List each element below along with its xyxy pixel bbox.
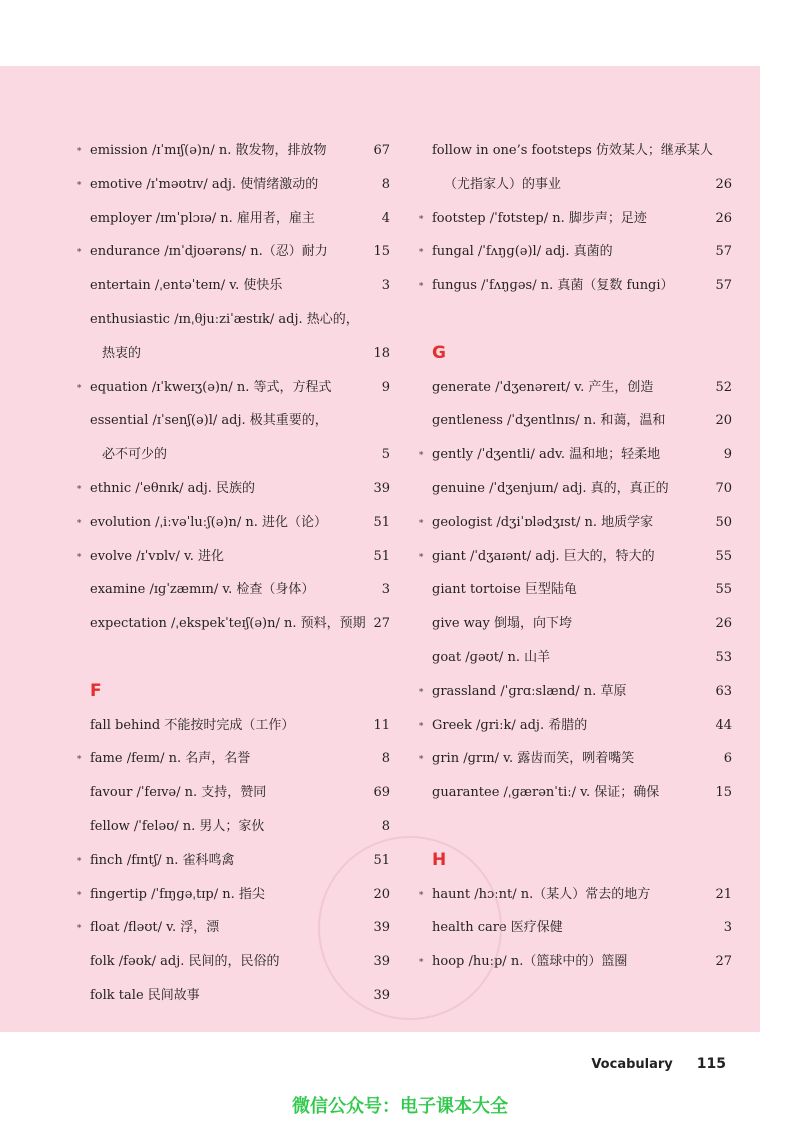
asterisk-icon: ∗ <box>75 922 83 933</box>
vocab-entry <box>414 540 732 574</box>
entry-page-number: 18 <box>373 345 390 361</box>
entry-page-number: 51 <box>373 514 390 530</box>
vocab-entry <box>72 269 390 303</box>
entry-page-number: 39 <box>373 987 390 1003</box>
page-number: 115 <box>696 1056 726 1072</box>
asterisk-icon: ∗ <box>75 145 83 155</box>
section-heading <box>72 641 390 709</box>
asterisk-icon: ∗ <box>417 685 425 696</box>
entry-page-number: 55 <box>715 582 732 598</box>
entry-page-number: 27 <box>373 616 390 632</box>
entry-page-number: 52 <box>715 379 732 395</box>
vocab-entry <box>414 573 732 607</box>
entry-page-number: 21 <box>715 886 732 902</box>
asterisk-icon: ∗ <box>417 246 425 257</box>
entry-text: generate /ˈdʒenəreɪt/ v. 产生，创造 <box>432 379 654 395</box>
entry-text: evolve /ɪˈvɒlv/ v. 进化 <box>90 548 225 564</box>
entry-text: goat /ɡəʊt/ n. 山羊 <box>432 649 551 665</box>
entry-text: hoop /huːp/ n.（篮球中的）篮圈 <box>432 954 628 970</box>
asterisk-icon: ∗ <box>417 280 425 291</box>
entry-text: employer /ɪmˈplɔɪə/ n. 雇用者，雇主 <box>90 210 315 226</box>
entry-text: fall behind 不能按时完成（工作） <box>90 717 295 733</box>
entry-text: emotive /ɪˈməʊtɪv/ adj. 使情绪激动的 <box>90 176 319 192</box>
vocab-entry <box>414 235 732 269</box>
entry-page-number: 5 <box>381 447 390 463</box>
entry-page-number: 57 <box>715 278 732 294</box>
entry-text: enthusiastic /ɪnˌθjuːziˈæstɪk/ adj. 热心的， <box>90 311 359 327</box>
vocab-entry <box>414 404 732 438</box>
page-footer <box>591 1056 726 1072</box>
vocab-entry <box>72 607 390 641</box>
entry-page-number: 39 <box>373 480 390 496</box>
entry-text: fame /feɪm/ n. 名声，名誉 <box>90 751 251 767</box>
vocab-entry <box>72 371 390 405</box>
entry-text: folk /fəʊk/ adj. 民间的，民俗的 <box>90 954 280 970</box>
entry-text: expectation /ˌekspekˈteɪʃ(ə)n/ n. 预料，预期 <box>90 616 366 632</box>
entry-page-number: 39 <box>373 920 390 936</box>
entry-page-number: 15 <box>373 244 390 260</box>
entry-text: follow in one’s footsteps 仿效某人；继承某人 <box>432 143 713 158</box>
entry-text: grin /ɡrɪn/ v. 露齿而笑，咧着嘴笑 <box>432 751 635 767</box>
section-letter: G <box>432 342 446 363</box>
entry-text: entertain /ˌentəˈteɪn/ v. 使快乐 <box>90 278 283 294</box>
vocab-entry <box>72 810 390 844</box>
vocab-entry <box>72 709 390 743</box>
entry-text: float /fləʊt/ v. 浮，漂 <box>90 920 220 936</box>
vocab-entry <box>414 776 732 810</box>
entry-page-number: 57 <box>715 244 732 260</box>
vocab-entry <box>414 269 732 303</box>
entry-page-number: 53 <box>715 649 732 665</box>
vocab-entry <box>72 472 390 506</box>
entry-text: giant tortoise 巨型陆龟 <box>432 582 577 598</box>
vocab-entry <box>72 303 390 337</box>
entry-text: giant /ˈdʒaɪənt/ adj. 巨大的，特大的 <box>432 548 655 564</box>
vocab-entry-continuation <box>72 337 390 371</box>
vocab-entry-continuation <box>72 438 390 472</box>
entry-page-number: 63 <box>715 683 732 699</box>
wechat-banner: 微信公众号：电子课本大全 <box>292 1096 508 1117</box>
entry-page-number: 26 <box>715 210 732 226</box>
vocab-entry <box>414 709 732 743</box>
entry-text: endurance /ɪnˈdjʊərəns/ n.（忍）耐力 <box>90 244 328 260</box>
entry-page-number: 8 <box>381 176 390 192</box>
entry-text: ethnic /ˈeθnɪk/ adj. 民族的 <box>90 480 255 496</box>
entry-text: essential /ɪˈsenʃ(ə)l/ adj. 极其重要的， <box>90 413 328 429</box>
asterisk-icon: ∗ <box>75 854 83 865</box>
section-letter: H <box>432 849 447 870</box>
asterisk-icon: ∗ <box>417 550 425 561</box>
entry-text: favour /ˈfeɪvə/ n. 支持，赞同 <box>90 785 267 801</box>
entry-text: give way 倒塌，向下垮 <box>432 616 573 632</box>
entry-text: fingertip /ˈfɪŋɡəˌtɪp/ n. 指尖 <box>90 886 265 902</box>
vocab-entry <box>414 438 732 472</box>
section-letter: F <box>90 680 102 701</box>
entry-page-number: 8 <box>381 751 390 767</box>
vocabulary-panel <box>0 66 760 1032</box>
entry-page-number: 6 <box>723 751 732 767</box>
asterisk-icon: ∗ <box>417 753 425 764</box>
vocab-entry <box>72 506 390 540</box>
entry-page-number: 4 <box>381 210 390 226</box>
entry-page-number: 70 <box>715 480 732 496</box>
vocab-entry <box>72 235 390 269</box>
vocab-entry <box>414 202 732 236</box>
entry-page-number: 20 <box>373 886 390 902</box>
asterisk-icon: ∗ <box>75 178 83 189</box>
vocab-entry <box>72 540 390 574</box>
entry-text: 必不可少的 <box>102 447 168 463</box>
asterisk-icon: ∗ <box>417 888 425 899</box>
entry-page-number: 51 <box>373 548 390 564</box>
entry-text: evolution /ˌiːvəˈluːʃ(ə)n/ n. 进化（论） <box>90 514 328 530</box>
entry-page-number: 20 <box>715 413 732 429</box>
entry-page-number: 27 <box>715 954 732 970</box>
entry-text: equation /ɪˈkweɪʒ(ə)n/ n. 等式，方程式 <box>90 379 332 395</box>
entry-text: Greek /ɡriːk/ adj. 希腊的 <box>432 717 588 733</box>
entry-text: geologist /dʒiˈɒlədʒɪst/ n. 地质学家 <box>432 514 654 530</box>
entry-page-number: 50 <box>715 514 732 530</box>
entry-text: fellow /ˈfeləʊ/ n. 男人；家伙 <box>90 818 265 834</box>
entry-text: gentleness /ˈdʒentlnɪs/ n. 和蔼，温和 <box>432 413 666 429</box>
entry-text: haunt /hɔːnt/ n.（某人）常去的地方 <box>432 886 651 902</box>
entry-page-number: 44 <box>715 717 732 733</box>
entry-page-number: 3 <box>381 278 390 294</box>
entry-page-number: 51 <box>373 852 390 868</box>
asterisk-icon: ∗ <box>75 888 83 899</box>
vocab-entry <box>414 506 732 540</box>
vocab-entry <box>414 675 732 709</box>
asterisk-icon: ∗ <box>75 753 83 764</box>
asterisk-icon: ∗ <box>75 381 83 392</box>
entry-text: genuine /ˈdʒenjuɪn/ adj. 真的，真正的 <box>432 480 669 496</box>
entry-page-number: 8 <box>381 818 390 834</box>
entry-text: fungus /ˈfʌŋɡəs/ n. 真菌（复数 fungi） <box>432 278 674 294</box>
entry-page-number: 11 <box>373 717 390 733</box>
asterisk-icon: ∗ <box>75 550 83 561</box>
entry-text: guarantee /ˌɡærənˈtiː/ v. 保证；确保 <box>432 785 660 801</box>
entry-text: finch /fɪntʃ/ n. 雀科鸣禽 <box>90 852 235 868</box>
entry-page-number: 69 <box>373 785 390 801</box>
entry-page-number: 3 <box>723 920 732 936</box>
entry-page-number: 9 <box>723 447 732 463</box>
asterisk-icon: ∗ <box>75 516 83 527</box>
asterisk-icon: ∗ <box>417 719 425 730</box>
section-heading <box>414 303 732 371</box>
publisher-watermark <box>318 836 502 1020</box>
vocab-entry <box>414 472 732 506</box>
vocab-entry <box>72 573 390 607</box>
asterisk-icon: ∗ <box>75 246 83 257</box>
asterisk-icon: ∗ <box>417 516 425 527</box>
vocab-entry <box>72 168 390 202</box>
asterisk-icon: ∗ <box>417 956 425 967</box>
entry-page-number: 26 <box>715 176 732 192</box>
vocab-entry <box>72 202 390 236</box>
entry-page-number: 39 <box>373 954 390 970</box>
asterisk-icon: ∗ <box>75 482 83 493</box>
entry-text: examine /ɪɡˈzæmɪn/ v. 检查（身体） <box>90 582 315 598</box>
entry-page-number: 55 <box>715 548 732 564</box>
entry-page-number: 3 <box>381 582 390 598</box>
vocab-entry <box>414 641 732 675</box>
vocab-entry <box>414 371 732 405</box>
vocab-entry <box>72 742 390 776</box>
asterisk-icon: ∗ <box>417 449 425 460</box>
vocab-entry <box>414 742 732 776</box>
entry-text: folk tale 民间故事 <box>90 987 200 1003</box>
entry-text: fungal /ˈfʌŋɡ(ə)l/ adj. 真菌的 <box>432 244 613 260</box>
footer-section-title: Vocabulary <box>591 1057 673 1072</box>
entry-text: gently /ˈdʒentli/ adv. 温和地；轻柔地 <box>432 447 661 463</box>
entry-page-number: 26 <box>715 616 732 632</box>
entry-text: emission /ɪˈmɪʃ(ə)n/ n. 散发物，排放物 <box>90 143 327 158</box>
vocab-entry <box>72 404 390 438</box>
entry-text: 热衷的 <box>102 345 142 361</box>
entry-text: health care 医疗保健 <box>432 920 563 936</box>
entry-page-number: 15 <box>715 785 732 801</box>
vocab-entry <box>414 607 732 641</box>
vocab-entry <box>72 776 390 810</box>
asterisk-icon: ∗ <box>417 212 425 223</box>
entry-text: footstep /ˈfʊtstep/ n. 脚步声；足迹 <box>432 210 647 226</box>
entry-text: （尤指家人）的事业 <box>444 176 562 192</box>
entry-page-number: 67 <box>373 143 390 158</box>
vocab-entry <box>414 134 732 168</box>
vocab-entry <box>72 134 390 168</box>
vocab-entry-continuation <box>414 168 732 202</box>
entry-text: grassland /ˈɡrɑːslænd/ n. 草原 <box>432 683 627 699</box>
entry-page-number: 9 <box>381 379 390 395</box>
